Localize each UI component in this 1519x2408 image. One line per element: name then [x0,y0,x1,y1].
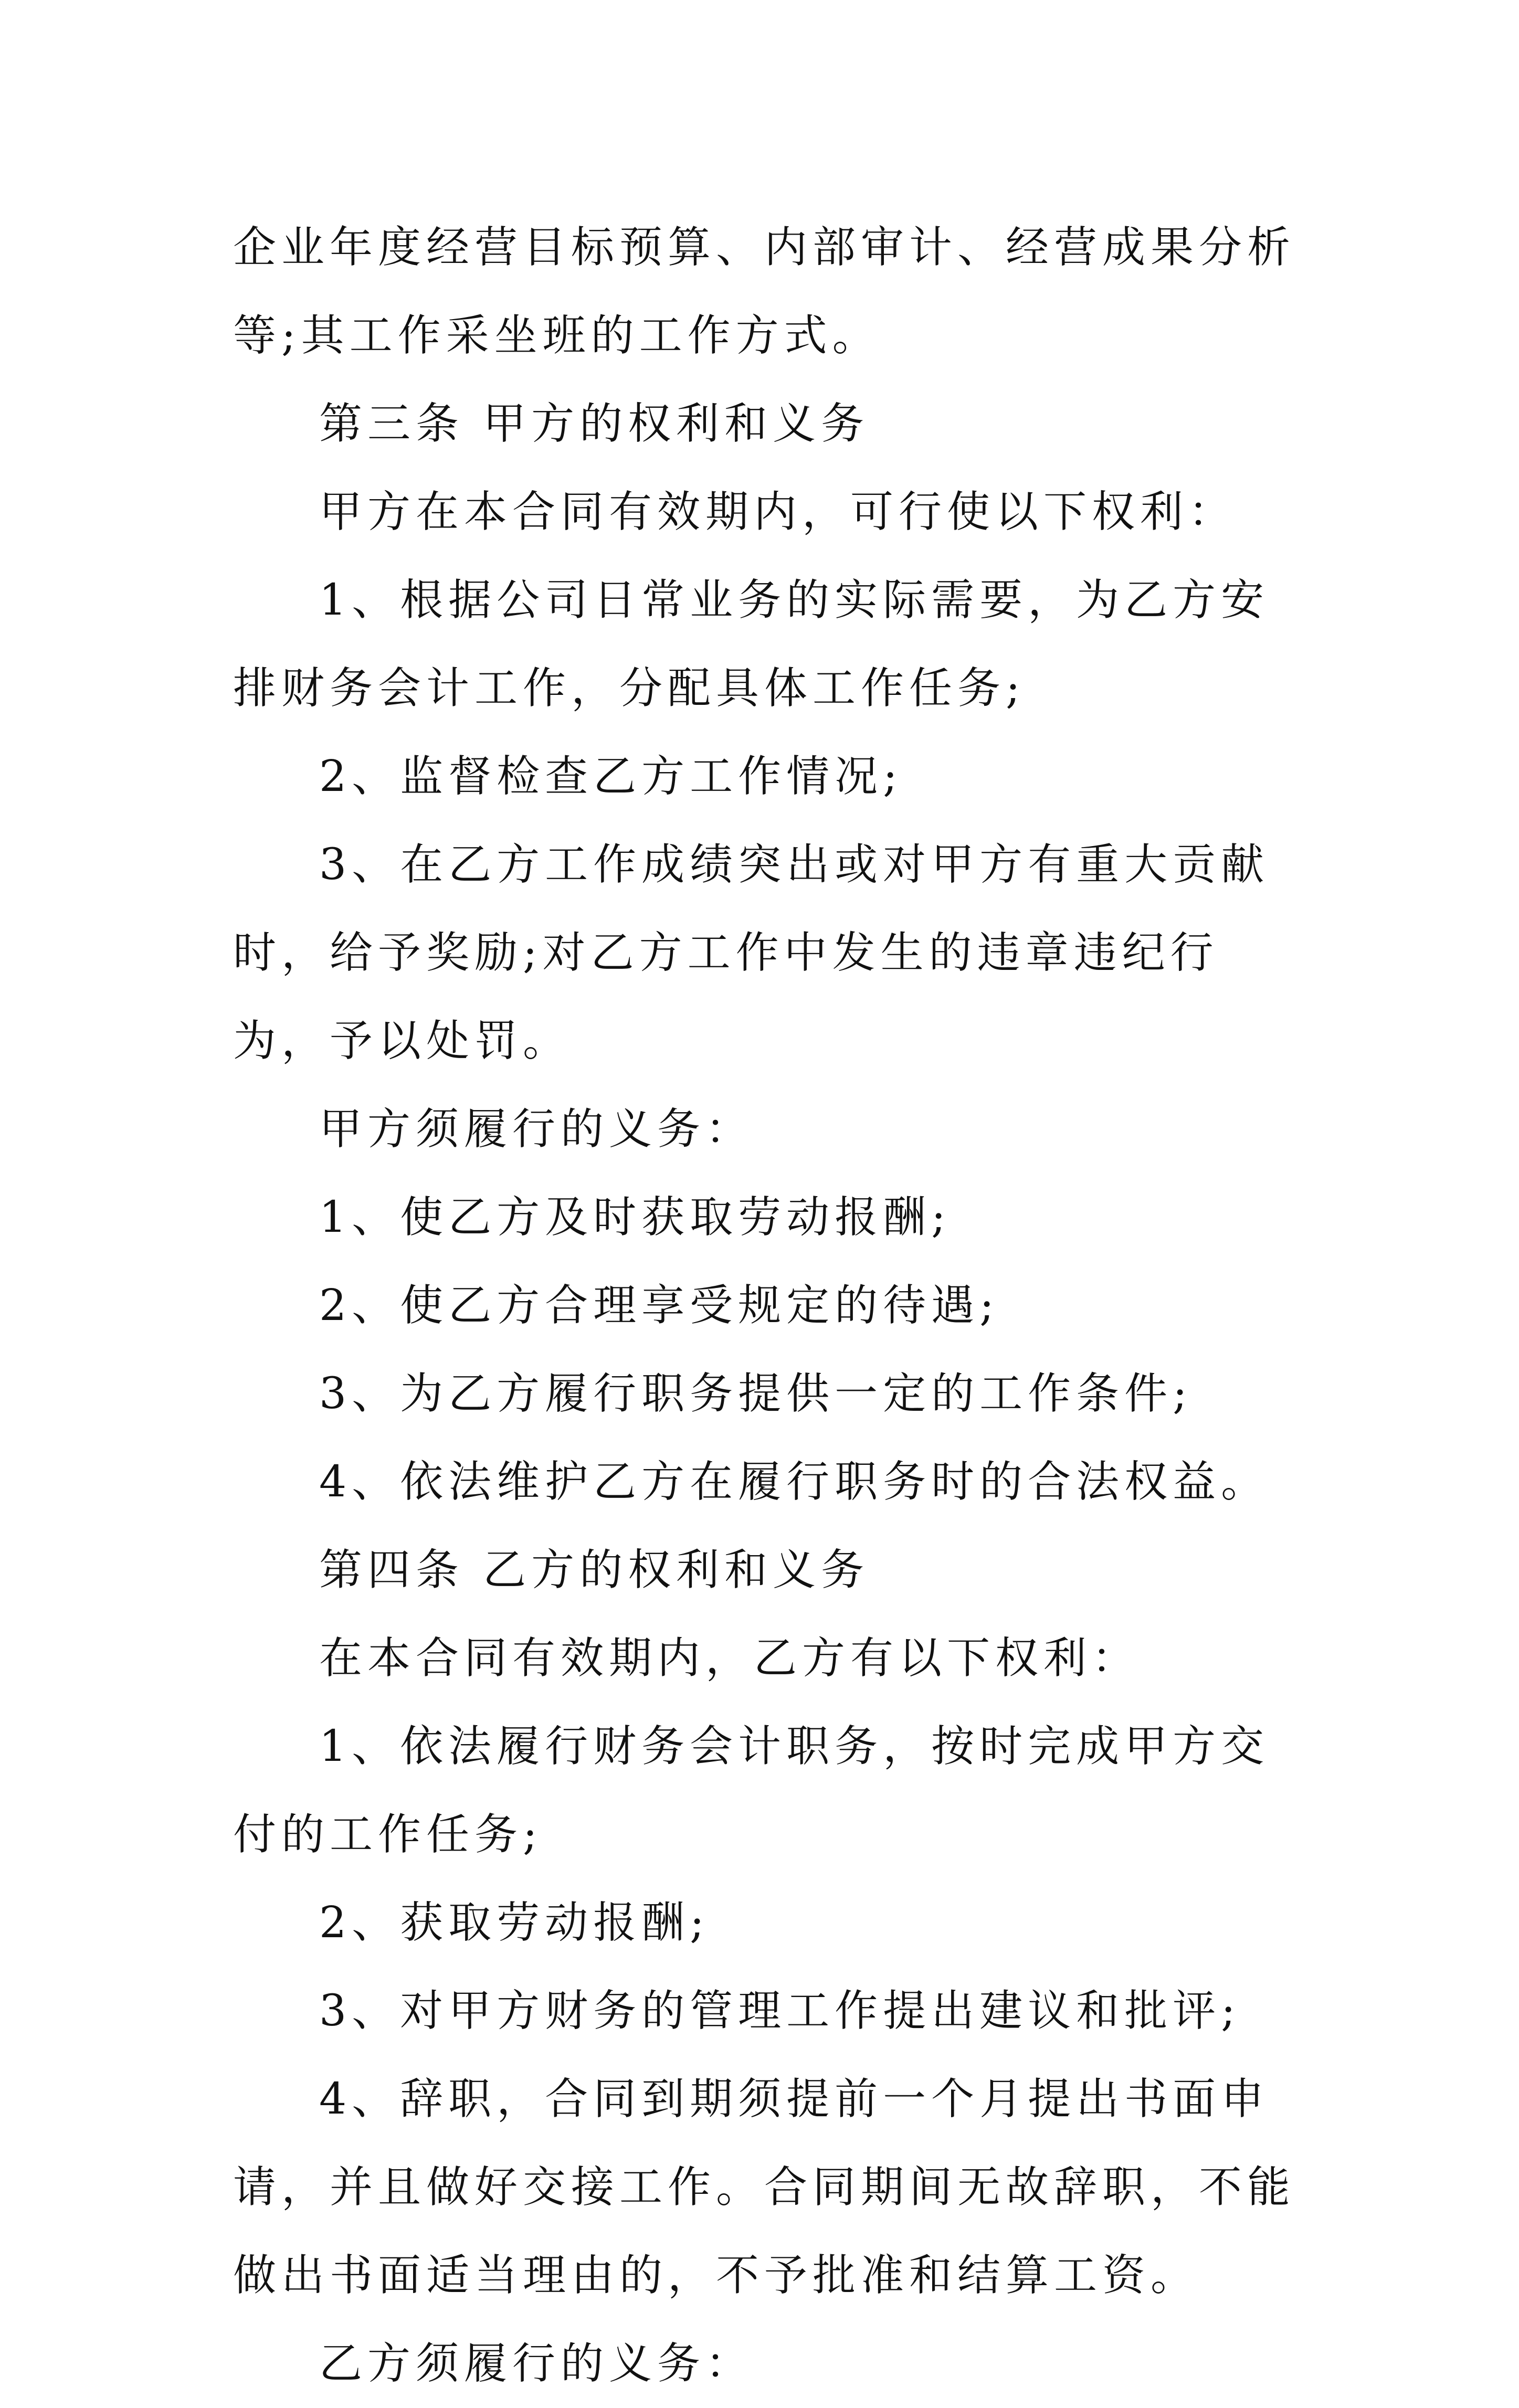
heading-article-3: 第三条 甲方的权利和义务 [319,399,870,449]
list-item-party-b-right-1: 1、依法履行财务会计职务，按时完成甲方交付的工作任务; [233,1721,1270,1860]
paragraph-work-method: 企业年度经营目标预算、内部审计、经营成果分析等;其工作采坐班的工作方式。 [233,223,1296,361]
list-item-party-a-duty-4: 4、依法维护乙方在履行职务时的合法权益。 [319,1457,1270,1507]
document-body [233,204,1299,2408]
list-item-party-b-right-2: 2、获取劳动报酬; [319,1898,710,1948]
paragraph-party-b-duties-intro: 乙方须履行的义务： [319,2339,754,2389]
paragraph-party-a-rights-intro: 甲方在本合同有效期内，可行使以下权利： [319,487,1237,537]
list-item-party-a-right-3: 3、在乙方工作成绩突出或对甲方有重大贡献时，给予奖励;对乙方工作中发生的违章违纪行为，予以处罚。 [233,840,1270,1066]
list-item-party-a-duty-1: 1、使乙方及时获取劳动报酬; [319,1192,951,1242]
list-item-party-b-right-3: 3、对甲方财务的管理工作提出建议和批评; [319,1986,1241,2036]
paragraph-party-b-rights-intro: 在本合同有效期内，乙方有以下权利： [319,1633,1141,1683]
paragraph-party-a-duties-intro: 甲方须履行的义务： [319,1104,754,1154]
list-item-party-a-right-1: 1、根据公司日常业务的实际需要，为乙方安排财务会计工作，分配具体工作任务; [233,575,1270,713]
list-item-party-a-duty-2: 2、使乙方合理享受规定的待遇; [319,1281,999,1330]
heading-article-4: 第四条 乙方的权利和义务 [319,1545,870,1595]
list-item-party-a-right-2: 2、监督检查乙方工作情况; [319,752,903,801]
list-item-party-a-duty-3: 3、为乙方履行职务提供一定的工作条件; [319,1369,1193,1419]
list-item-party-b-right-4: 4、辞职，合同到期须提前一个月提出书面申请，并且做好交接工作。合同期间无故辞职，不能做出书面适当理由的，不予批准和结算工资。 [233,2074,1296,2300]
